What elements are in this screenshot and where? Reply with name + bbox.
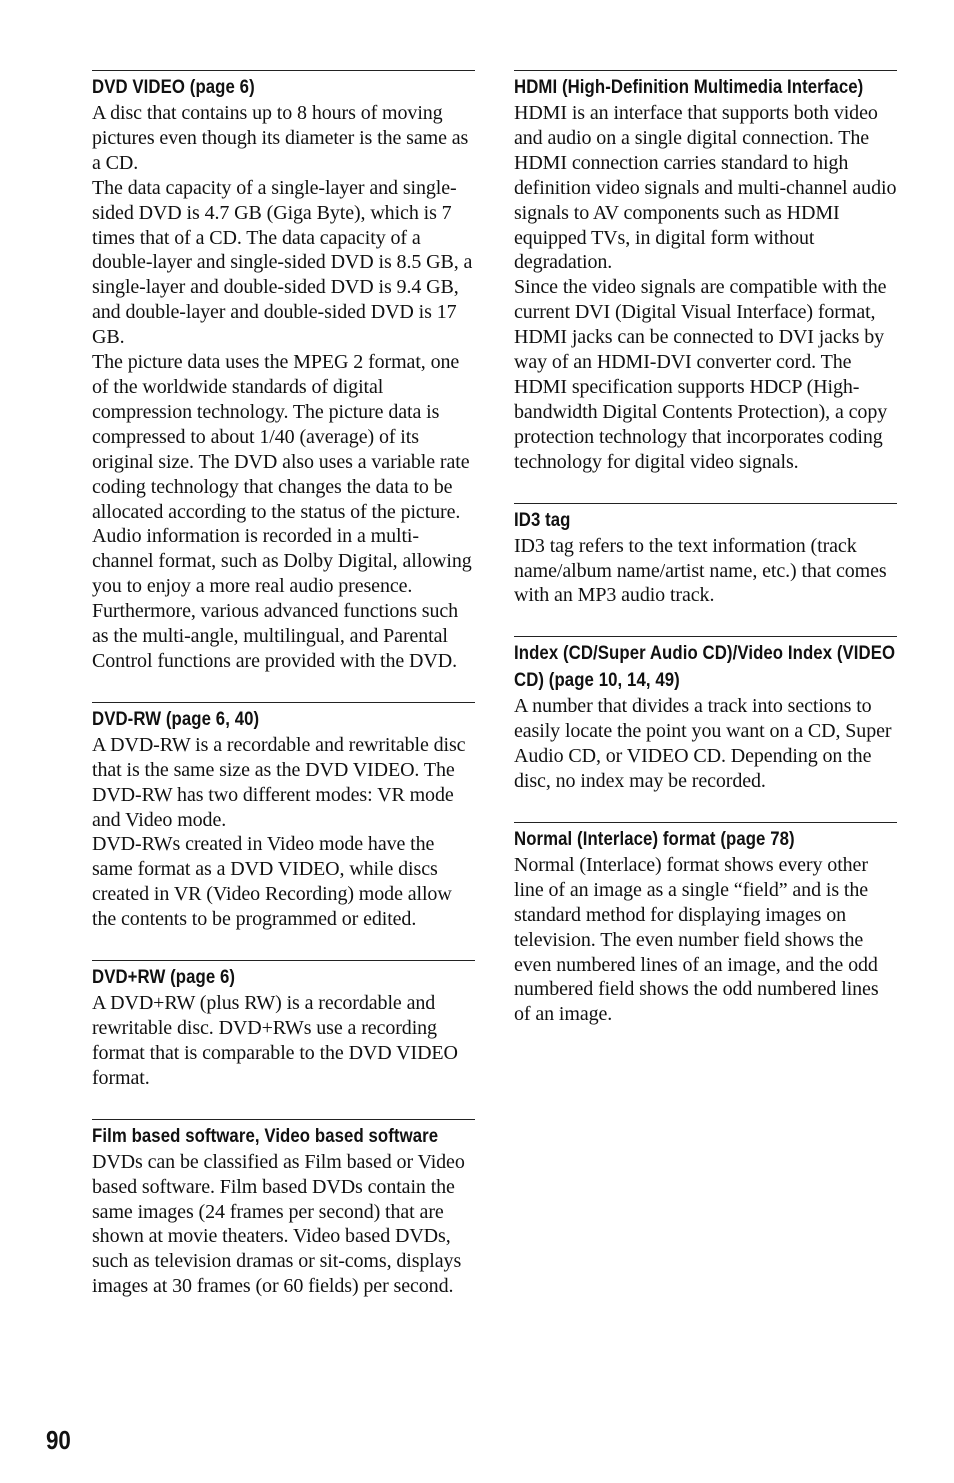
page-number: 90 — [46, 1425, 71, 1455]
entry-title: DVD-RW (page 6, 40) — [92, 707, 260, 730]
entry-title: HDMI (High-Definition Multimedia Interface) — [514, 76, 864, 98]
glossary-entry-normal-interlace — [514, 822, 897, 1027]
entry-paragraph: DVD-RWs created in Video mode have the same format as a DVD VIDEO, while discs created in VR (Video Recording) mode allow the contents to be programmed or edited. — [92, 833, 452, 931]
entry-title: Film based software, Video based software — [92, 1124, 439, 1147]
entry-title: DVD VIDEO (page 6) — [92, 76, 255, 98]
glossary-entry-film-video-software — [92, 1119, 475, 1299]
entry-paragraph: HDMI is an interface that supports both video and audio on a single digital connection. The HDMI connection carries standard to high definition video signals and multi-channel audio signals to AV components such as HDMI equipped TVs, in digital form without degradation. — [514, 102, 897, 274]
glossary-entry-dvd-plus-rw — [92, 960, 475, 1091]
entry-paragraph: The picture data uses the MPEG 2 format, one of the worldwide standards of digital compression technology. The picture data is compressed to about 1/40 (average) of its original size. The DVD also uses a variable rate coding technology that changes the data to be allocated according to the status of the picture. Audio information is recorded in a multi-channel format, such as Dolby Digital, allowing you to enjoy a more real audio presence. — [92, 351, 472, 598]
entry-title: Normal (Interlace) format (page 78) — [514, 827, 795, 850]
entry-paragraph: A disc that contains up to 8 hours of moving pictures even though its diameter is the same as a CD. — [92, 102, 469, 174]
entry-title: ID3 tag — [514, 508, 571, 531]
entry-paragraph: Normal (Interlace) format shows every other line of an image as a single “field” and is the standard method for displaying images on television. The even number field shows the even numbered lines of an image, and the odd numbered field shows the odd numbered lines of an image. — [514, 853, 879, 1026]
entry-paragraph: Furthermore, various advanced functions such as the multi-angle, multilingual, and Parental Control functions are provided with the DVD. — [92, 600, 459, 672]
glossary-entry-dvd-rw — [92, 702, 475, 932]
glossary-entry-hdmi — [514, 70, 897, 475]
entry-paragraph: A number that divides a track into sections to easily locate the point you want on a CD, Super Audio CD, or VIDEO CD. Depending on the disc, no index may be recorded. — [514, 695, 892, 793]
entry-paragraph: DVDs can be classified as Film based or Video based software. Film based DVDs contain the same images (24 frames per second) that are shown at movie theaters. Video based DVDs, such as television dramas or sit-coms, displays images at 30 frames (or 60 fields) per second. — [92, 1150, 465, 1298]
entry-paragraph: A DVD+RW (plus RW) is a recordable and rewritable disc. DVD+RWs use a recording format that is comparable to the DVD VIDEO format. — [92, 992, 458, 1089]
entry-paragraph: ID3 tag refers to the text information (track name/album name/artist name, etc.) that comes with an MP3 audio track. — [514, 534, 887, 607]
left-column — [92, 70, 475, 1327]
glossary-entry-dvd-video — [92, 70, 475, 674]
entry-title: Index (CD/Super Audio CD)/Video Index (VIDEO CD) (page 10, 14, 49) — [514, 642, 896, 692]
entry-paragraph: The data capacity of a single-layer and single-sided DVD is 4.7 GB (Giga Byte), which is 7 times that of a CD. The data capacity of a double-layer and single-sided DVD is 8.5 GB, a single-layer and double-sided DVD is 9.4 GB, and double-layer and double-sided DVD is 17 GB. — [92, 176, 473, 349]
glossary-entry-index — [514, 636, 897, 794]
glossary-entry-id3-tag — [514, 503, 897, 609]
right-column — [514, 70, 897, 1055]
entry-title: DVD+RW (page 6) — [92, 966, 236, 989]
entry-paragraph: A DVD-RW is a recordable and rewritable disc that is the same size as the DVD VIDEO. The DVD-RW has two different modes: VR mode and Video mode. — [92, 733, 466, 831]
entry-paragraph: Since the video signals are compatible with the current DVI (Digital Visual Interface) format, HDMI jacks can be connected to DVI jacks by way of an HDMI-DVI converter cord. The HDMI specification supports HDCP (High-bandwidth Digital Contents Protection), a copy protection technology that incorporates coding technology for digital video signals. — [514, 276, 888, 473]
